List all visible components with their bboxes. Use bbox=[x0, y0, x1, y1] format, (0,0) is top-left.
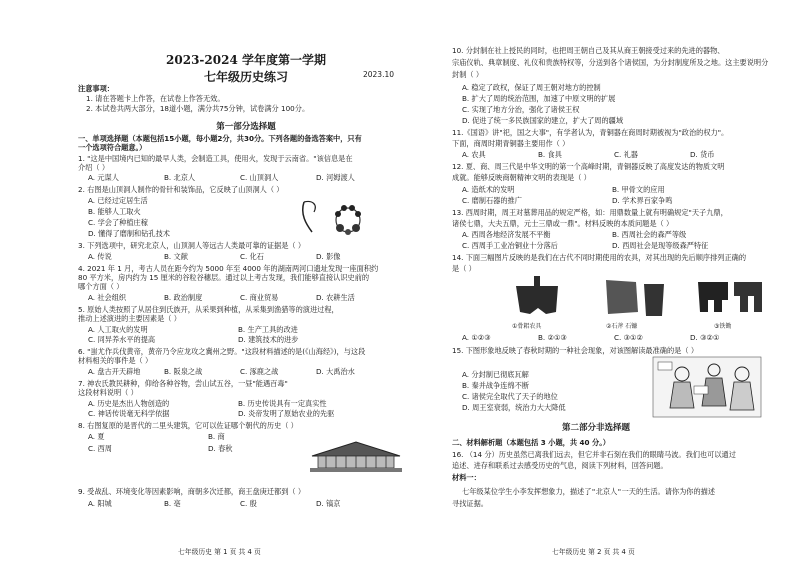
right-column bbox=[452, 0, 782, 562]
q1-option-d: D. 河姆渡人 bbox=[316, 173, 355, 182]
q10-option-b: B. 扩大了周的统治范围，加速了中原文明的扩展 bbox=[462, 94, 616, 103]
q14-caption-1: ①骨耜农具 bbox=[512, 323, 542, 330]
q7-option-c: C. 神话传说毫无科学依据 bbox=[88, 409, 170, 418]
note-1: 1. 请在答题卡上作答，在试卷上作答无效。 bbox=[86, 94, 225, 103]
q13-option-b: B. 西周社会的森严等级 bbox=[612, 230, 687, 239]
farm-tools-image bbox=[508, 272, 768, 330]
q11-option-a: A. 农具 bbox=[462, 150, 486, 159]
q12-option-a: A. 造纸术的发明 bbox=[462, 185, 515, 194]
q11-option-b: B. 食具 bbox=[538, 150, 562, 159]
q3-option-a: A. 传说 bbox=[88, 252, 112, 261]
q5-option-b: B. 生产工具的改进 bbox=[238, 325, 298, 334]
q11-options bbox=[462, 150, 766, 160]
q3-option-b: B. 文献 bbox=[164, 252, 188, 261]
note-2: 2. 本试卷共两大部分，18道小题，满分共75分钟，试卷满分 100分。 bbox=[86, 104, 310, 113]
q6-stem-cont: 材料相关的事件是（ ） bbox=[78, 356, 153, 365]
bone-needle-ornament-image bbox=[292, 196, 372, 240]
q12-options-row-2 bbox=[462, 196, 762, 206]
q4-option-d: D. 农耕生活 bbox=[316, 293, 355, 302]
q16-material-1: 七年级某位学生小李发挥想象力，描述了"北京人"一天的生活。请你为你的描述 bbox=[462, 487, 716, 496]
q7-options-row-2 bbox=[88, 409, 388, 419]
spring-autumn-illustration bbox=[652, 356, 762, 418]
q15-option-b: B. 秦并战争连绵不断 bbox=[462, 381, 530, 390]
q4-stem-cont-1: 80 平方米，房内约为 15 厘米的谷粒谷穗层。通过以上考古发现，我们能够直接认识史前的 bbox=[78, 273, 370, 282]
q13-option-c: C. 西周手工业冶铜业十分落后 bbox=[462, 241, 558, 250]
q5-options-row-2 bbox=[88, 335, 388, 345]
q14-line-2: 是（ ） bbox=[452, 264, 476, 273]
q16-material-title: 材料一： bbox=[452, 473, 481, 482]
part2-title: 第二部分非选择题 bbox=[562, 423, 631, 433]
q5-options-row-1 bbox=[88, 325, 388, 335]
q2-option-d: D. 懂得了磨制和钻孔技术 bbox=[88, 229, 170, 238]
q16-material-2: 寻找证据。 bbox=[452, 499, 488, 508]
left-column bbox=[78, 0, 414, 562]
q14-caption-3: ③铁锄 bbox=[714, 323, 732, 330]
q13-options-row-2 bbox=[462, 241, 762, 251]
q9-stem: 9. 受战乱、环境变化等因素影响，商朝多次迁都，商王盘庚迁都到（ ） bbox=[78, 487, 306, 496]
part1-intro-2: 一个选项符合题意。） bbox=[78, 143, 147, 152]
q14-caption-2: ②石斧 石镰 bbox=[606, 323, 638, 330]
q10-line-2: 宗庙仪轨、典章制度、礼仪和贵族特权等，分送到各个诸侯国，为分封制度所及之地。这主要说明分 bbox=[452, 58, 769, 67]
q15-option-d: D. 周王室衰弱，统治力大大降低 bbox=[462, 403, 566, 412]
q11-option-c: C. 礼器 bbox=[614, 150, 638, 159]
q8-option-d: D. 春秋 bbox=[208, 444, 233, 453]
q14-option-a: A. ①②③ bbox=[462, 333, 491, 342]
q16-line-1: 16. （14 分）历史虽然已离我们远去，但它并非石刻在我们的眼睛马波。我们也可以通过 bbox=[452, 450, 736, 459]
q1-option-a: A. 元谋人 bbox=[88, 173, 119, 182]
left-page-footer: 七年级历史 第 1 页 共 4 页 bbox=[178, 548, 261, 556]
q6-option-a: A. 盘古开天辟地 bbox=[88, 367, 141, 376]
q13-option-d: D. 西周社会是现等级森严特征 bbox=[612, 241, 709, 250]
q10-line-1: 10. 分封制在社上授民的同时，也把周王朝自己及其从商王朝接受过来的先进的器物、 bbox=[452, 46, 725, 55]
q2-stem: 2. 右图是山顶洞人制作的骨针和装饰品，它反映了山顶洞人（ ） bbox=[78, 185, 284, 194]
q4-stem-cont-2: 哪个方面（ ） bbox=[78, 282, 124, 291]
q1-options bbox=[88, 173, 392, 183]
q12-option-c: C. 磨制石器的推广 bbox=[462, 196, 522, 205]
q5-stem: 5. 原始人类按照了从居住到氏族开，从采果到种植，从采集到渔猎等的演进过程， bbox=[78, 305, 339, 314]
q9-option-b: B. 亳 bbox=[164, 499, 181, 508]
q9-option-c: C. 殷 bbox=[240, 499, 257, 508]
q5-option-d: D. 建筑技术的进步 bbox=[238, 335, 299, 344]
q14-line-1: 14. 下面三幅图片反映的是我们在古代不同时期使用的农具，对其出现的先后顺序排列正确的 bbox=[452, 253, 747, 262]
q7-option-b: B. 历史传说具有一定真实性 bbox=[238, 399, 327, 408]
q12-option-b: B. 甲骨文的应用 bbox=[612, 185, 665, 194]
q2-option-a: A. 已经过定居生活 bbox=[88, 196, 148, 205]
q9-option-d: D. 镐京 bbox=[316, 499, 341, 508]
q1-option-c: C. 山顶洞人 bbox=[240, 173, 279, 182]
q7-options-row-1 bbox=[88, 399, 388, 409]
q7-stem-cont: 这段材料说明（ ） bbox=[78, 388, 138, 397]
q9-option-a: A. 阳城 bbox=[88, 499, 112, 508]
q2-option-b: B. 能够人工取火 bbox=[88, 207, 141, 216]
q10-line-3: 封制（ ） bbox=[452, 70, 484, 79]
part1-intro-1: 一、单项选择题（本题包括15小题，每小题2分，共30分。下列各题的备选答案中，只有 bbox=[78, 134, 362, 143]
q4-option-b: B. 政治制度 bbox=[164, 293, 203, 302]
part2-intro: 二、材料解析题（本题包括 3 小题，共 40 分。） bbox=[452, 438, 610, 447]
q13-line-2: 诸侯七鼎，大夫五鼎，元士三鼎或一鼎"。材料反映的本质问题是（ ） bbox=[452, 219, 674, 228]
q14-option-b: B. ②①③ bbox=[538, 333, 567, 342]
q4-option-a: A. 社会组织 bbox=[88, 293, 127, 302]
q1-stem: 1. "这是中国境内已知的最早人类，会制造工具，使用火，发现于云南省。"该信息是在 bbox=[78, 154, 353, 163]
q15-option-c: C. 诸侯完全取代了天子的地位 bbox=[462, 392, 558, 401]
q6-option-d: D. 大禹治水 bbox=[316, 367, 355, 376]
q3-options bbox=[88, 252, 392, 262]
q6-options bbox=[88, 367, 392, 377]
q4-options bbox=[88, 293, 392, 303]
q12-line-1: 12. 夏、商、周三代是中华文明的第一个高峰时期，青铜器反映了高度发达的物质文明 bbox=[452, 162, 725, 171]
q11-line-2: 下面，商周时期青铜器主要用作（ ） bbox=[452, 139, 570, 148]
q13-options-row-1 bbox=[462, 230, 762, 240]
q14-options bbox=[462, 333, 766, 342]
q6-stem: 6. "蚩尤作兵伐黄帝，黄帝乃令应龙攻之冀州之野。"这段材料描述的是(《山海经》)，与这段 bbox=[78, 347, 366, 356]
q8-option-a: A. 夏 bbox=[88, 432, 105, 441]
q3-option-c: C. 化石 bbox=[240, 252, 264, 261]
q10-option-a: A. 稳定了政权，保证了周王朝对地方的控制 bbox=[462, 83, 601, 92]
q13-line-1: 13. 西周时期，周王对墓葬用品的规定严格，如：用鼎数量上就有明确规定"天子九鼎， bbox=[452, 208, 728, 217]
q1-option-b: B. 北京人 bbox=[164, 173, 196, 182]
q10-option-c: C. 实现了地方分治，强化了诸侯王权 bbox=[462, 105, 580, 114]
q5-stem-cont: 推动上述演进的主要因素是（ ） bbox=[78, 314, 181, 323]
exam-year-title: 2023-2024 学年度第一学期 bbox=[166, 53, 326, 67]
q16-line-2: 追述、进存和联系过去感受历史的气息，阅读下列材料，回答问题。 bbox=[452, 461, 668, 470]
q5-option-c: C. 同异养水平的提高 bbox=[88, 335, 156, 344]
q14-option-d: D. ③②① bbox=[690, 333, 720, 342]
q7-stem: 7. 神农氏教民耕种，仰给各种谷物，尝山试五谷，一昼"能遇百毒" bbox=[78, 379, 288, 388]
q15-stem: 15. 下图形象地反映了春秋时期的一种社会现象，对该图解读最准确的是（ ） bbox=[452, 346, 699, 355]
q4-option-c: C. 商业贸易 bbox=[240, 293, 279, 302]
q12-option-d: D. 学术界百家争鸣 bbox=[612, 196, 673, 205]
q11-option-d: D. 货币 bbox=[690, 150, 715, 159]
q8-option-b: B. 商 bbox=[208, 432, 225, 441]
q12-options-row-1 bbox=[462, 185, 762, 195]
q4-stem: 4. 2021 年 1 月，考古人员在距今约为 5000 年至 4000 年的湖南两河口遗址发现一座面积约 bbox=[78, 264, 379, 273]
q1-stem-cont: 介绍（ ） bbox=[78, 163, 110, 172]
q7-option-a: A. 历史是杰出人物创造的 bbox=[88, 399, 170, 408]
part1-title: 第一部分选择题 bbox=[216, 122, 276, 132]
q15-option-a: A. 分封制已彻底瓦解 bbox=[462, 370, 529, 379]
q5-option-a: A. 人工取火的发明 bbox=[88, 325, 148, 334]
notes-title: 注意事项： bbox=[78, 84, 114, 93]
q14-option-c: C. ③①② bbox=[614, 333, 643, 342]
exam-date: 2023.10 bbox=[362, 70, 394, 79]
q8-options-row-1 bbox=[88, 432, 328, 442]
q9-options bbox=[88, 499, 392, 509]
q12-line-2: 成就。能够反映商朝精神文明的表现是（ ） bbox=[452, 173, 591, 182]
q6-option-b: B. 阪泉之战 bbox=[164, 367, 203, 376]
q6-option-c: C. 涿鹿之战 bbox=[240, 367, 279, 376]
q2-option-c: C. 学会了种植庄稼 bbox=[88, 218, 148, 227]
q11-line-1: 11.《国语》讲"祀，国之大事"，有学者认为，青铜器在商周时期被视为"政治的权力"。 bbox=[452, 128, 729, 137]
q8-option-c: C. 西周 bbox=[88, 444, 112, 453]
q7-option-d: D. 炎帝发明了原始农业的先驱 bbox=[238, 409, 335, 418]
exam-subject-title: 七年级历史练习 bbox=[203, 70, 288, 84]
q13-option-a: A. 西周各地经济发展不平衡 bbox=[462, 230, 551, 239]
q3-stem: 3. 下列选项中，研究北京人，山顶洞人等远古人类最可靠的证据是（ ） bbox=[78, 241, 306, 250]
q10-option-d: D. 促进了统一多民族国家的建立，扩大了周的疆域 bbox=[462, 116, 624, 125]
q8-options-row-2 bbox=[88, 444, 328, 454]
erlitou-palace-image bbox=[306, 440, 406, 474]
q3-option-d: D. 影像 bbox=[316, 252, 341, 261]
right-page-footer: 七年级历史 第 2 页 共 4 页 bbox=[552, 548, 635, 556]
q8-stem: 8. 右图复原的是晋代的二里头建筑，它可以佐证哪个朝代的历史（ ） bbox=[78, 421, 298, 430]
